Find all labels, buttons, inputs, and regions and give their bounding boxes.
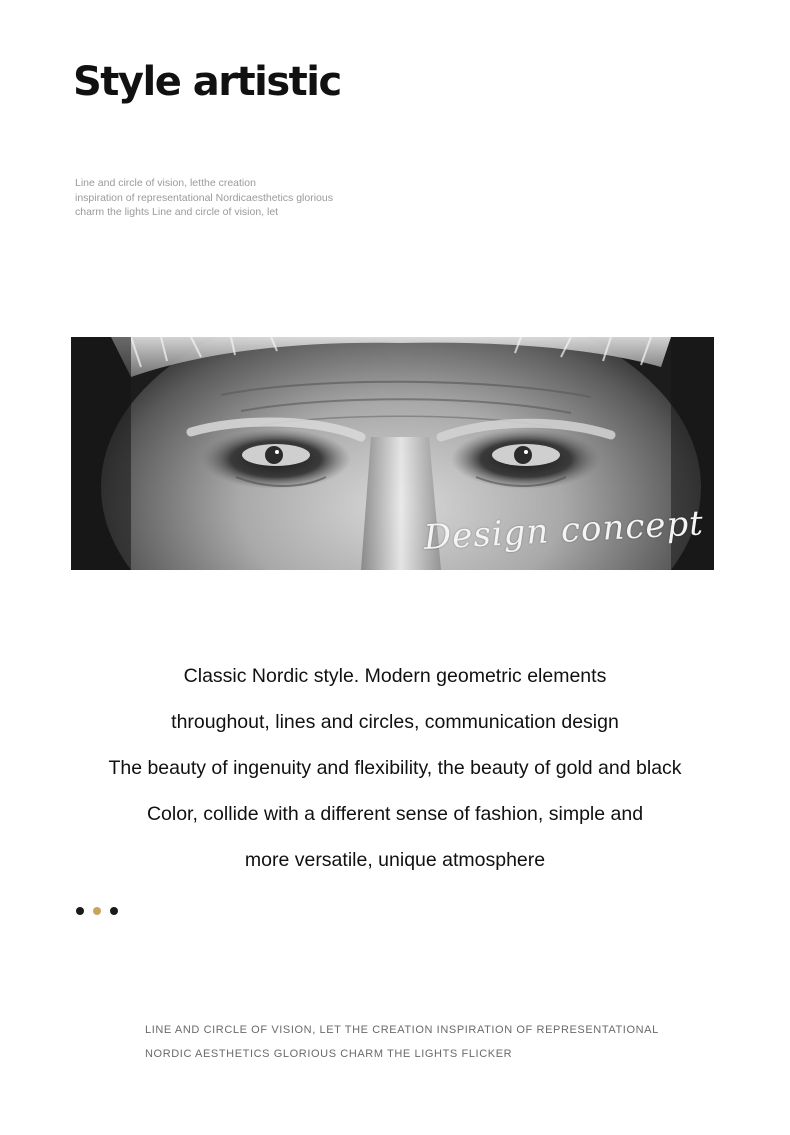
page-title: Style artistic — [73, 59, 341, 105]
dot-icon — [110, 907, 118, 915]
intro-line: inspiration of representational Nordicaesthetics glorious — [75, 191, 333, 204]
description-line: Color, collide with a different sense of fashion, simple and — [146, 803, 644, 825]
intro-line: Line and circle of vision, letthe creation — [75, 177, 256, 189]
description-line: more versatile, unique atmosphere — [244, 849, 546, 871]
dot-icon — [93, 907, 101, 915]
intro-line: charm the lights Line and circle of vision, let — [75, 206, 279, 218]
footer-line: LINE AND CIRCLE OF VISION, LET THE CREATION INSPIRATION OF REPRESENTATIONAL — [145, 1024, 659, 1036]
decorative-dots — [76, 907, 118, 915]
footer-line: NORDIC AESTHETICS GLORIOUS CHARM THE LIGHTS FLICKER — [145, 1048, 513, 1060]
description-text — [0, 653, 790, 883]
description-line: throughout, lines and circles, communication design — [171, 711, 619, 733]
description-line: The beauty of ingenuity and flexibility, the beauty of gold and black — [108, 757, 682, 779]
intro-text — [75, 176, 375, 220]
description-line: Classic Nordic style. Modern geometric elements — [183, 665, 607, 687]
design-concept-signature: Design concept — [422, 503, 705, 558]
footer-caption — [145, 1018, 659, 1066]
dot-icon — [76, 907, 84, 915]
